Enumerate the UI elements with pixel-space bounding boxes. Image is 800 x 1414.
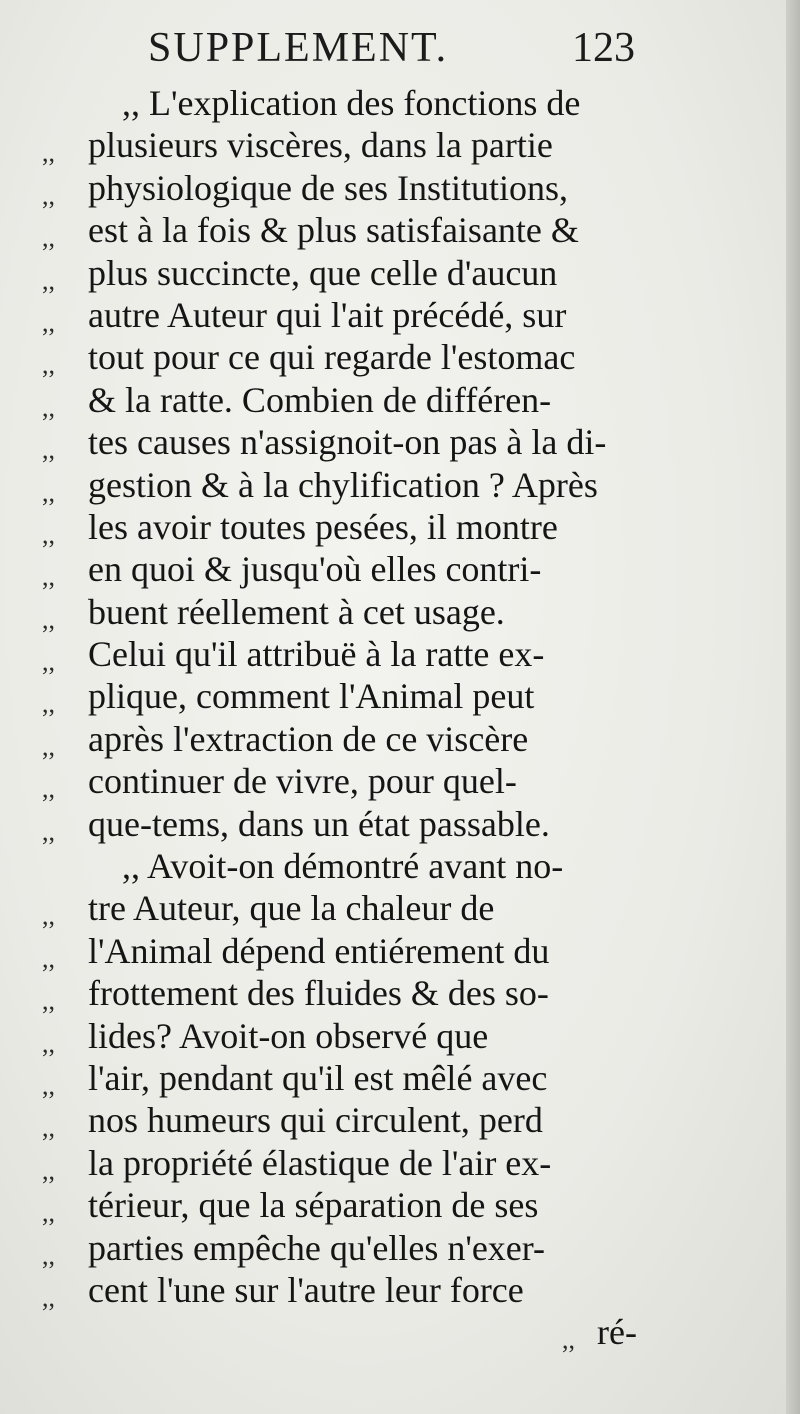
line-text: physiologique de ses Institutions, xyxy=(88,167,568,208)
text-line xyxy=(42,294,662,336)
text-line xyxy=(42,675,662,717)
text-line xyxy=(42,209,662,251)
line-text: est à la fois & plus satisfaisante & xyxy=(88,210,579,251)
quote-mark: ,, xyxy=(42,1282,55,1312)
text-line xyxy=(42,591,662,633)
line-text: Celui qu'il attribuë à la ratte ex- xyxy=(88,634,545,675)
line-text: l'Animal dépend entiérement du xyxy=(88,930,550,971)
line-text: autre Auteur qui l'ait précédé, sur xyxy=(88,294,567,335)
page-edge-shadow xyxy=(786,0,800,1414)
page-number: 123 xyxy=(572,25,635,71)
quote-mark: ,, xyxy=(42,1070,55,1100)
line-text: tes causes n'assignoit-on pas à la di- xyxy=(88,422,607,463)
line-text: buent réellement à cet usage. xyxy=(88,591,505,632)
quote-mark: ,, xyxy=(42,816,55,846)
page-header xyxy=(0,20,800,80)
quote-mark: ,, xyxy=(42,731,55,761)
quote-mark: ,, xyxy=(42,901,55,931)
text-line xyxy=(42,887,662,929)
quote-mark: ,, xyxy=(42,1113,55,1143)
quote-mark: ,, xyxy=(42,1155,55,1185)
line-text: en quoi & jusqu'où elles contri- xyxy=(88,549,542,590)
text-line xyxy=(42,379,662,421)
quote-mark: ,, xyxy=(562,1325,575,1355)
text-line xyxy=(42,124,662,166)
line-text: nos humeurs qui circulent, perd xyxy=(88,1100,543,1141)
line-text: frottement des fluides & des so- xyxy=(88,973,549,1014)
line-text: tout pour ce qui regarde l'estomac xyxy=(88,337,576,378)
text-line xyxy=(42,1227,662,1269)
text-line xyxy=(42,718,662,760)
quote-mark: ,, xyxy=(42,138,55,168)
text-line xyxy=(42,633,662,675)
text-line xyxy=(42,548,662,590)
text-line xyxy=(42,930,662,972)
text-line xyxy=(42,167,662,209)
running-title: SUPPLEMENT. xyxy=(148,25,449,71)
quote-mark: ,, xyxy=(42,223,55,253)
line-text: ,, Avoit-on démontré avant no- xyxy=(122,846,564,887)
quote-mark: ,, xyxy=(42,1028,55,1058)
quote-mark: ,, xyxy=(42,180,55,210)
text-line xyxy=(42,1142,662,1184)
quote-mark: ,, xyxy=(42,604,55,634)
quote-mark: ,, xyxy=(42,477,55,507)
quote-mark: ,, xyxy=(42,435,55,465)
line-text: térieur, que la séparation de ses xyxy=(88,1185,539,1226)
text-line xyxy=(42,421,662,463)
line-text: parties empêche qu'elles n'exer- xyxy=(88,1227,546,1268)
line-text: l'air, pendant qu'il est mêlé avec xyxy=(88,1057,548,1098)
quote-mark: ,, xyxy=(42,307,55,337)
line-text: les avoir toutes pesées, il montre xyxy=(88,506,558,547)
text-line xyxy=(42,82,662,124)
quote-mark: ,, xyxy=(42,647,55,677)
text-line xyxy=(42,803,662,845)
line-text: continuer de vivre, pour quel- xyxy=(88,761,517,802)
text-line xyxy=(42,1269,662,1311)
catchword: ré- xyxy=(597,1312,637,1353)
text-line xyxy=(42,506,662,548)
line-text: plusieurs viscères, dans la partie xyxy=(88,125,553,166)
text-line xyxy=(42,252,662,294)
line-text: la propriété élastique de l'air ex- xyxy=(88,1142,552,1183)
text-line xyxy=(42,1015,662,1057)
quote-mark: ,, xyxy=(42,1198,55,1228)
text-line xyxy=(42,1057,662,1099)
text-line xyxy=(42,1099,662,1141)
text-line xyxy=(42,464,662,506)
text-line xyxy=(42,760,662,802)
line-text: cent l'une sur l'autre leur force xyxy=(88,1269,524,1310)
line-text: tre Auteur, que la chaleur de xyxy=(88,888,495,929)
quote-mark: ,, xyxy=(42,1240,55,1270)
quote-mark: ,, xyxy=(42,774,55,804)
text-line xyxy=(42,336,662,378)
line-text: gestion & à la chylification ? Après xyxy=(88,464,598,505)
quote-mark: ,, xyxy=(42,350,55,380)
quote-mark: ,, xyxy=(42,265,55,295)
quote-mark: ,, xyxy=(42,562,55,592)
body-text xyxy=(42,82,662,1354)
line-text: & la ratte. Combien de différen- xyxy=(88,379,552,420)
line-text: ,, L'explication des fonctions de xyxy=(122,83,581,123)
line-text: plique, comment l'Animal peut xyxy=(88,676,535,717)
line-text: lides? Avoit-on observé que xyxy=(88,1015,489,1056)
quote-mark: ,, xyxy=(42,392,55,422)
text-line xyxy=(42,972,662,1014)
line-text: que-tems, dans un état passable. xyxy=(88,803,550,844)
quote-mark: ,, xyxy=(42,689,55,719)
line-text: plus succincte, que celle d'aucun xyxy=(88,252,558,293)
line-text: après l'extraction de ce viscère xyxy=(88,718,529,759)
text-line xyxy=(42,1184,662,1226)
catchword-line xyxy=(42,1311,662,1353)
text-line xyxy=(42,845,662,887)
quote-mark: ,, xyxy=(42,943,55,973)
quote-mark: ,, xyxy=(42,519,55,549)
quote-mark: ,, xyxy=(42,986,55,1016)
